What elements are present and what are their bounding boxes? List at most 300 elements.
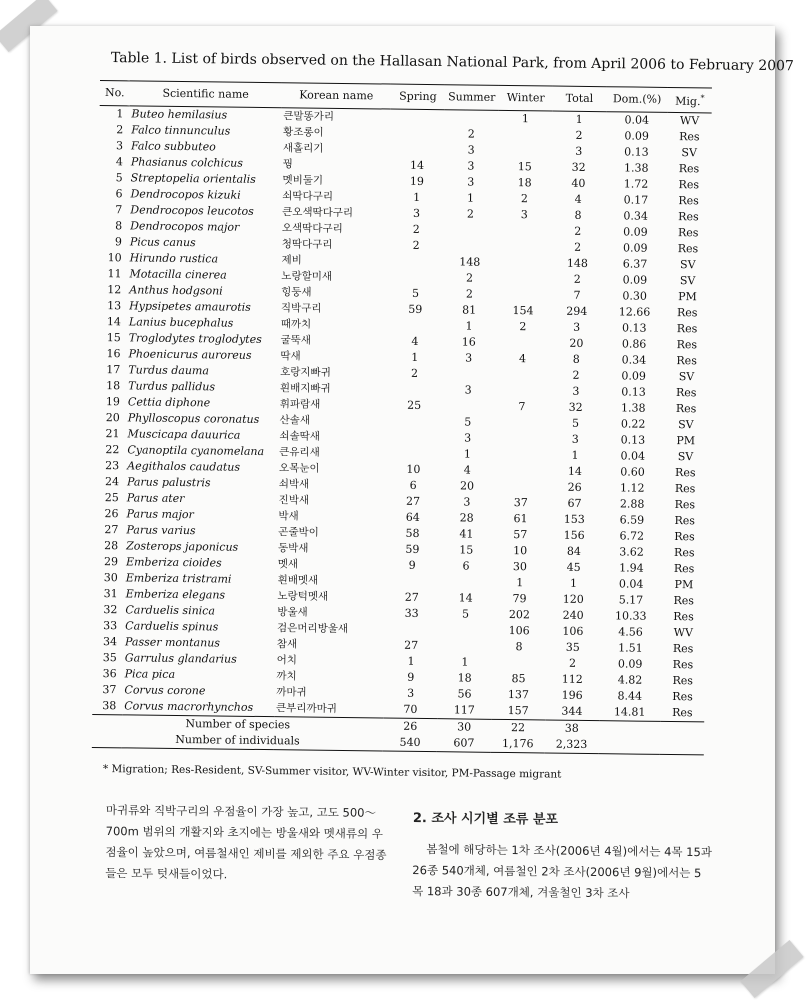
winter-count: 10 [513,543,528,557]
species-spring: 26 [403,719,418,733]
total-count: 153 [563,512,585,526]
dominance: 0.86 [621,337,647,351]
summer-count: 18 [457,671,472,685]
korean-name: 굴뚝새 [280,333,312,347]
row-number: 37 [102,682,117,696]
species-summer: 30 [457,720,472,734]
migration-status: Res [675,401,697,415]
row-number: 18 [106,378,121,392]
spring-count: 25 [407,398,422,412]
row-number: 11 [107,266,122,280]
table-title: Table 1. List of birds observed on the Hallasan National Park, from April 2006 to February 2007 [110,50,794,75]
summer-count: 5 [461,607,470,621]
spring-count [388,317,442,334]
total-count: 4 [574,192,582,206]
korean-name: 딱새 [280,349,301,363]
summer-count: 3 [465,351,473,365]
winter-count: 85 [511,671,526,685]
korean-name: 호랑지빠귀 [280,365,331,379]
dominance: 0.09 [621,369,647,383]
winter-count [495,367,549,384]
total-count: 2 [568,656,577,670]
winter-count: 37 [513,495,528,509]
summer-count: 1 [465,319,473,333]
korean-name: 어치 [276,653,298,667]
scientific-name: Parus ater [126,491,185,505]
scientific-name: Dendrocopos kizuki [130,187,241,202]
dominance: 5.17 [618,593,644,607]
row-number: 12 [107,282,122,296]
spring-count: 9 [408,558,416,572]
winter-count: 1 [516,575,524,589]
summer-count: 15 [459,543,474,557]
summer-count: 3 [464,383,472,397]
spring-count: 2 [412,238,420,252]
winter-count: 18 [517,175,532,189]
spring-count: 59 [408,302,423,316]
korean-name: 큰오색딱다구리 [282,205,354,219]
spring-count [387,445,441,462]
dominance: 4.56 [618,625,643,639]
migration-status: SV [677,449,694,463]
row-number: 15 [106,330,121,344]
summer-count: 6 [462,559,470,573]
row-number: 25 [104,490,119,504]
dominance: 1.51 [618,641,643,655]
summer-count: 148 [459,255,481,269]
winter-count: 106 [508,623,530,637]
scientific-name: Lanius bucephalus [128,315,234,330]
header-migration [668,87,712,112]
row-number: 20 [105,410,120,424]
scientific-name: Streptopelia orientalis [130,171,256,186]
migration-status: Res [675,465,696,479]
summer-count [443,222,497,239]
winter-count [496,287,550,304]
dominance: 0.60 [620,465,645,479]
spring-count: 2 [410,366,419,380]
scientific-name: Motacilla cinerea [129,267,227,282]
row-number: 17 [106,362,121,376]
bird-table-wrapper [92,80,712,755]
total-count: 3 [573,320,581,334]
migration-status: Res [677,241,699,255]
winter-count: 79 [512,591,527,605]
summer-count: 56 [457,687,472,701]
row-number: 6 [115,186,123,200]
korean-name: 큰말똥가리 [283,109,335,123]
summer-count: 81 [462,303,477,317]
summer-count: 16 [461,335,476,349]
winter-count [497,239,551,256]
winter-count: 2 [520,191,529,205]
scientific-name: Carduelis spinus [125,619,219,634]
dominance: 10.33 [614,608,647,623]
scientific-name: Falco subbuteo [131,139,216,154]
korean-name: 황조롱이 [283,125,324,139]
korean-name: 새홀리기 [282,141,324,155]
row-number: 35 [102,650,117,664]
row-number: 29 [103,554,119,568]
spring-count [387,429,441,446]
total-count: 240 [562,608,584,622]
dominance: 0.13 [624,145,649,159]
korean-name: 쇠박새 [278,477,310,491]
row-number: 1 [116,106,124,120]
korean-name: 쇠솔딱새 [279,429,321,443]
total-count: 196 [561,688,583,702]
dominance: 0.09 [624,129,649,143]
summer-count: 28 [459,511,474,525]
dominance: 1.12 [620,481,645,495]
individuals-total: 2,323 [545,736,599,753]
spring-count: 2 [412,222,420,236]
scientific-name: Dendrocopos leucotos [130,203,254,218]
scientific-name: Phasianus colchicus [130,155,243,170]
species-total: 38 [564,721,579,735]
spring-count [390,141,444,158]
korean-name: 산솔새 [279,413,311,427]
migration-status: Res [679,129,700,143]
spring-count [390,125,444,142]
spring-count: 4 [411,334,419,348]
korean-name: 까마귀 [276,685,307,699]
winter-count [495,415,549,432]
summer-count [438,622,492,639]
row-number: 38 [92,698,122,715]
spring-count: 14 [410,158,425,172]
header-spring: Spring [391,84,445,109]
korean-name: 노랑할미새 [281,269,333,283]
dominance: 6.37 [622,257,648,271]
korean-name: 휘파람새 [279,397,321,411]
korean-name: 노랑턱멧새 [277,589,329,603]
korean-name: 때까치 [280,317,312,331]
migration-status: PM [674,577,694,591]
summer-count: 41 [459,527,474,541]
row-number: 27 [104,522,119,536]
dominance: 0.34 [621,353,647,367]
spring-count [391,109,445,126]
korean-name: 직박구리 [280,301,322,315]
total-count: 45 [566,560,581,574]
row-number: 36 [102,666,117,680]
scientific-name: Parus palustris [126,475,211,490]
winter-count [492,654,546,671]
row-number: 26 [104,506,119,520]
migration-status: Res [672,689,693,703]
korean-name: 오색딱다구리 [281,221,343,235]
summer-count: 1 [466,191,475,205]
spring-count: 9 [407,670,415,684]
summer-count: 3 [467,143,475,157]
row-number: 22 [105,442,120,456]
migration-status: Res [676,353,697,367]
dominance: 0.09 [622,241,648,255]
total-count: 3 [575,144,583,158]
migration-status: Res [677,225,699,239]
total-count: 2 [572,368,580,382]
total-count: 112 [561,672,583,686]
winter-count: 157 [491,702,545,719]
spring-count: 5 [411,286,420,300]
individuals-spring: 540 [383,734,437,751]
summer-count: 2 [467,127,475,141]
migration-status: Res [678,193,699,207]
scientific-name: Hirundo rustica [129,251,219,266]
header-total: Total [552,86,606,111]
right-column [412,808,713,905]
dominance: 3.62 [619,545,644,559]
header-migration-mark: * [700,93,705,103]
header-no: No. [100,80,130,105]
korean-name: 쇠딱다구리 [282,189,334,203]
winter-count [494,479,548,496]
total-count: 106 [562,624,584,638]
individuals-summer: 607 [437,735,491,752]
dominance: 1.38 [621,401,646,415]
scientific-name: Carduelis sinica [125,603,216,618]
summary-empty-cell [599,720,661,737]
total-count: 120 [562,592,584,606]
row-number: 19 [105,394,121,408]
winter-count: 8 [515,639,523,653]
scientific-name: Anthus hodgsoni [129,283,223,298]
winter-count: 57 [513,527,528,541]
spring-count: 64 [405,510,420,524]
row-number: 28 [104,538,119,552]
table-body [92,105,711,721]
dominance: 2.88 [619,497,645,511]
migration-status: Res [660,705,704,722]
dominance: 0.04 [618,577,644,591]
spring-count [387,413,441,430]
summer-count: 2 [465,287,473,301]
dominance: 4.82 [617,673,643,687]
total-count: 1 [575,112,583,126]
total-count: 2 [574,224,582,238]
migration-status: Res [674,497,696,511]
dominance: 0.13 [621,385,646,399]
individuals-winter: 1,176 [491,735,545,752]
row-number: 16 [106,346,121,360]
korean-name: 큰유리새 [279,445,320,459]
winter-count: 137 [507,687,529,701]
table-footnote: * Migration; Res-Resident, SV-Summer visitor, WV-Winter visitor, PM-Passage migrant [102,763,562,781]
migration-status: Res [673,609,694,623]
migration-status: SV [681,145,698,159]
dominance: 0.34 [623,209,649,223]
migration-status: WV [673,625,694,639]
total-count: 344 [545,703,599,720]
winter-count: 2 [519,319,527,333]
scientific-name: Emberiza cioides [125,555,222,570]
korean-name: 진박새 [278,493,310,507]
dominance: 0.09 [623,225,648,239]
row-number: 21 [105,426,120,440]
scientific-name: Muscicapa dauurica [127,427,241,442]
spring-count: 3 [412,206,421,220]
migration-status: Res [674,481,696,495]
winter-count [495,431,549,448]
migration-status: SV [678,417,694,431]
summer-count: 4 [463,463,471,477]
total-count: 294 [566,304,588,318]
total-count: 26 [567,480,582,494]
migration-status: Res [678,209,699,223]
summer-count: 2 [466,271,474,285]
scientific-name: Emberiza tristrami [125,571,232,586]
total-count: 32 [568,400,583,414]
migration-status: Res [674,545,695,559]
dominance: 12.66 [618,305,651,319]
korean-name: 청딱다구리 [281,237,333,251]
row-number: 34 [102,634,118,648]
spring-count: 70 [383,701,437,718]
row-number: 33 [103,618,118,632]
migration-status: SV [678,369,695,383]
row-number: 5 [115,170,123,184]
dominance: 0.30 [622,289,648,303]
total-count: 8 [572,352,580,366]
migration-status: SV [679,273,696,287]
total-count: 35 [565,640,580,654]
korean-name: 박새 [278,509,299,523]
spring-count [385,573,439,590]
scientific-name: Cyanoptila cyanomelana [127,443,265,458]
total-count: 67 [567,496,582,510]
scientific-name: Troglodytes troglodytes [128,331,262,346]
migration-status: Res [676,337,698,351]
korean-name: 힝둥새 [281,285,312,299]
total-count: 20 [569,336,584,350]
spring-count: 27 [405,494,421,508]
dominance: 0.17 [623,193,649,207]
migration-status: Res [674,529,695,543]
row-number: 23 [105,458,120,472]
summer-count [443,238,497,255]
scientific-name: Turdus dauma [128,363,210,378]
total-count: 7 [573,288,581,302]
winter-count [496,335,550,352]
migration-status: Res [674,513,696,527]
korean-name: 멧새 [277,557,299,571]
winter-count: 4 [518,351,527,365]
korean-name: 참새 [276,637,298,651]
scientific-name: Picus canus [129,235,196,249]
spring-count: 1 [407,654,415,668]
scientific-name: Emberiza elegans [125,587,226,602]
species-winter: 22 [510,720,526,734]
spring-count: 10 [406,462,421,476]
row-number: 8 [115,218,123,232]
winter-count: 61 [513,511,528,525]
winter-count [494,463,548,480]
migration-status: PM [676,433,696,447]
scientific-name: Corvus corone [124,683,206,697]
summary-empty-cell [660,721,704,738]
korean-name: 멧비둘기 [282,173,324,187]
migration-status: Res [673,561,695,575]
summer-count: 1 [463,447,472,461]
korean-name: 동박새 [277,541,309,555]
korean-name: 검은머리방울새 [276,621,349,635]
dominance: 0.04 [620,449,646,463]
spring-count [384,621,438,638]
row-number: 24 [104,474,120,488]
migration-status: Res [675,385,697,399]
migration-status: Res [672,673,694,687]
spring-count: 1 [411,350,419,364]
winter-count: 3 [520,207,528,221]
spring-count [387,381,441,398]
korean-name: 제비 [281,253,302,267]
migration-status: SV [680,257,696,271]
korean-name: 까치 [276,669,297,683]
summer-count: 3 [463,495,471,509]
migration-status: Res [678,161,700,175]
summer-count [444,109,498,126]
korean-name: 꿩 [282,157,293,171]
scientific-name: Phylloscopus coronatus [127,411,260,426]
scientific-name: Phoenicurus auroreus [128,347,252,362]
total-count: 14 [567,464,582,478]
migration-status: WV [679,113,700,127]
summer-count: 3 [467,159,475,173]
korean-name: 곤줄박이 [278,525,319,539]
total-count: 84 [566,544,582,558]
summer-count: 3 [464,431,472,445]
row-number: 31 [103,586,118,600]
scientific-name: Garrulus glandarius [124,651,237,666]
total-count: 8 [574,208,582,222]
spring-count: 58 [405,526,420,540]
winter-count [497,255,551,272]
right-paragraph: 봄철에 해당하는 1차 조사(2006년 4월)에서는 4목 15과 26종 540개체, 여름철인 2차 조사(2006년 9월)에서는 5목 18과 30종 607개체, 겨울철인 3차 조사 [412,842,713,901]
spring-count [389,253,443,270]
total-count: 2 [575,128,583,142]
winter-count: 202 [508,607,530,621]
dominance: 1.94 [619,561,644,575]
summary-empty-cell [598,737,660,754]
summary-empty-cell [660,738,704,755]
total-count: 1 [571,448,579,462]
korean-name: 흰배지빠귀 [279,381,331,395]
spring-count [389,269,443,286]
spring-count: 3 [407,686,415,700]
migration-status: Res [672,641,694,655]
summer-count [438,638,492,655]
total-count: 1 [569,576,578,590]
scientific-name: Aegithalos caudatus [127,459,241,474]
dominance: 8.44 [617,689,643,703]
row-number: 7 [115,202,123,216]
dominance: 0.09 [617,657,643,671]
header-winter: Winter [499,85,553,110]
winter-count: 30 [512,559,528,573]
dominance: 0.09 [622,273,648,287]
row-number: 32 [103,602,118,616]
winter-count: 15 [517,159,532,173]
dominance: 0.13 [620,433,646,447]
summer-count: 5 [464,415,472,429]
dominance: 0.04 [624,113,650,127]
dominance: 0.22 [620,417,646,431]
spring-count: 27 [404,638,419,652]
total-count: 2 [574,240,582,254]
row-number: 4 [115,154,123,168]
winter-count [495,383,549,400]
